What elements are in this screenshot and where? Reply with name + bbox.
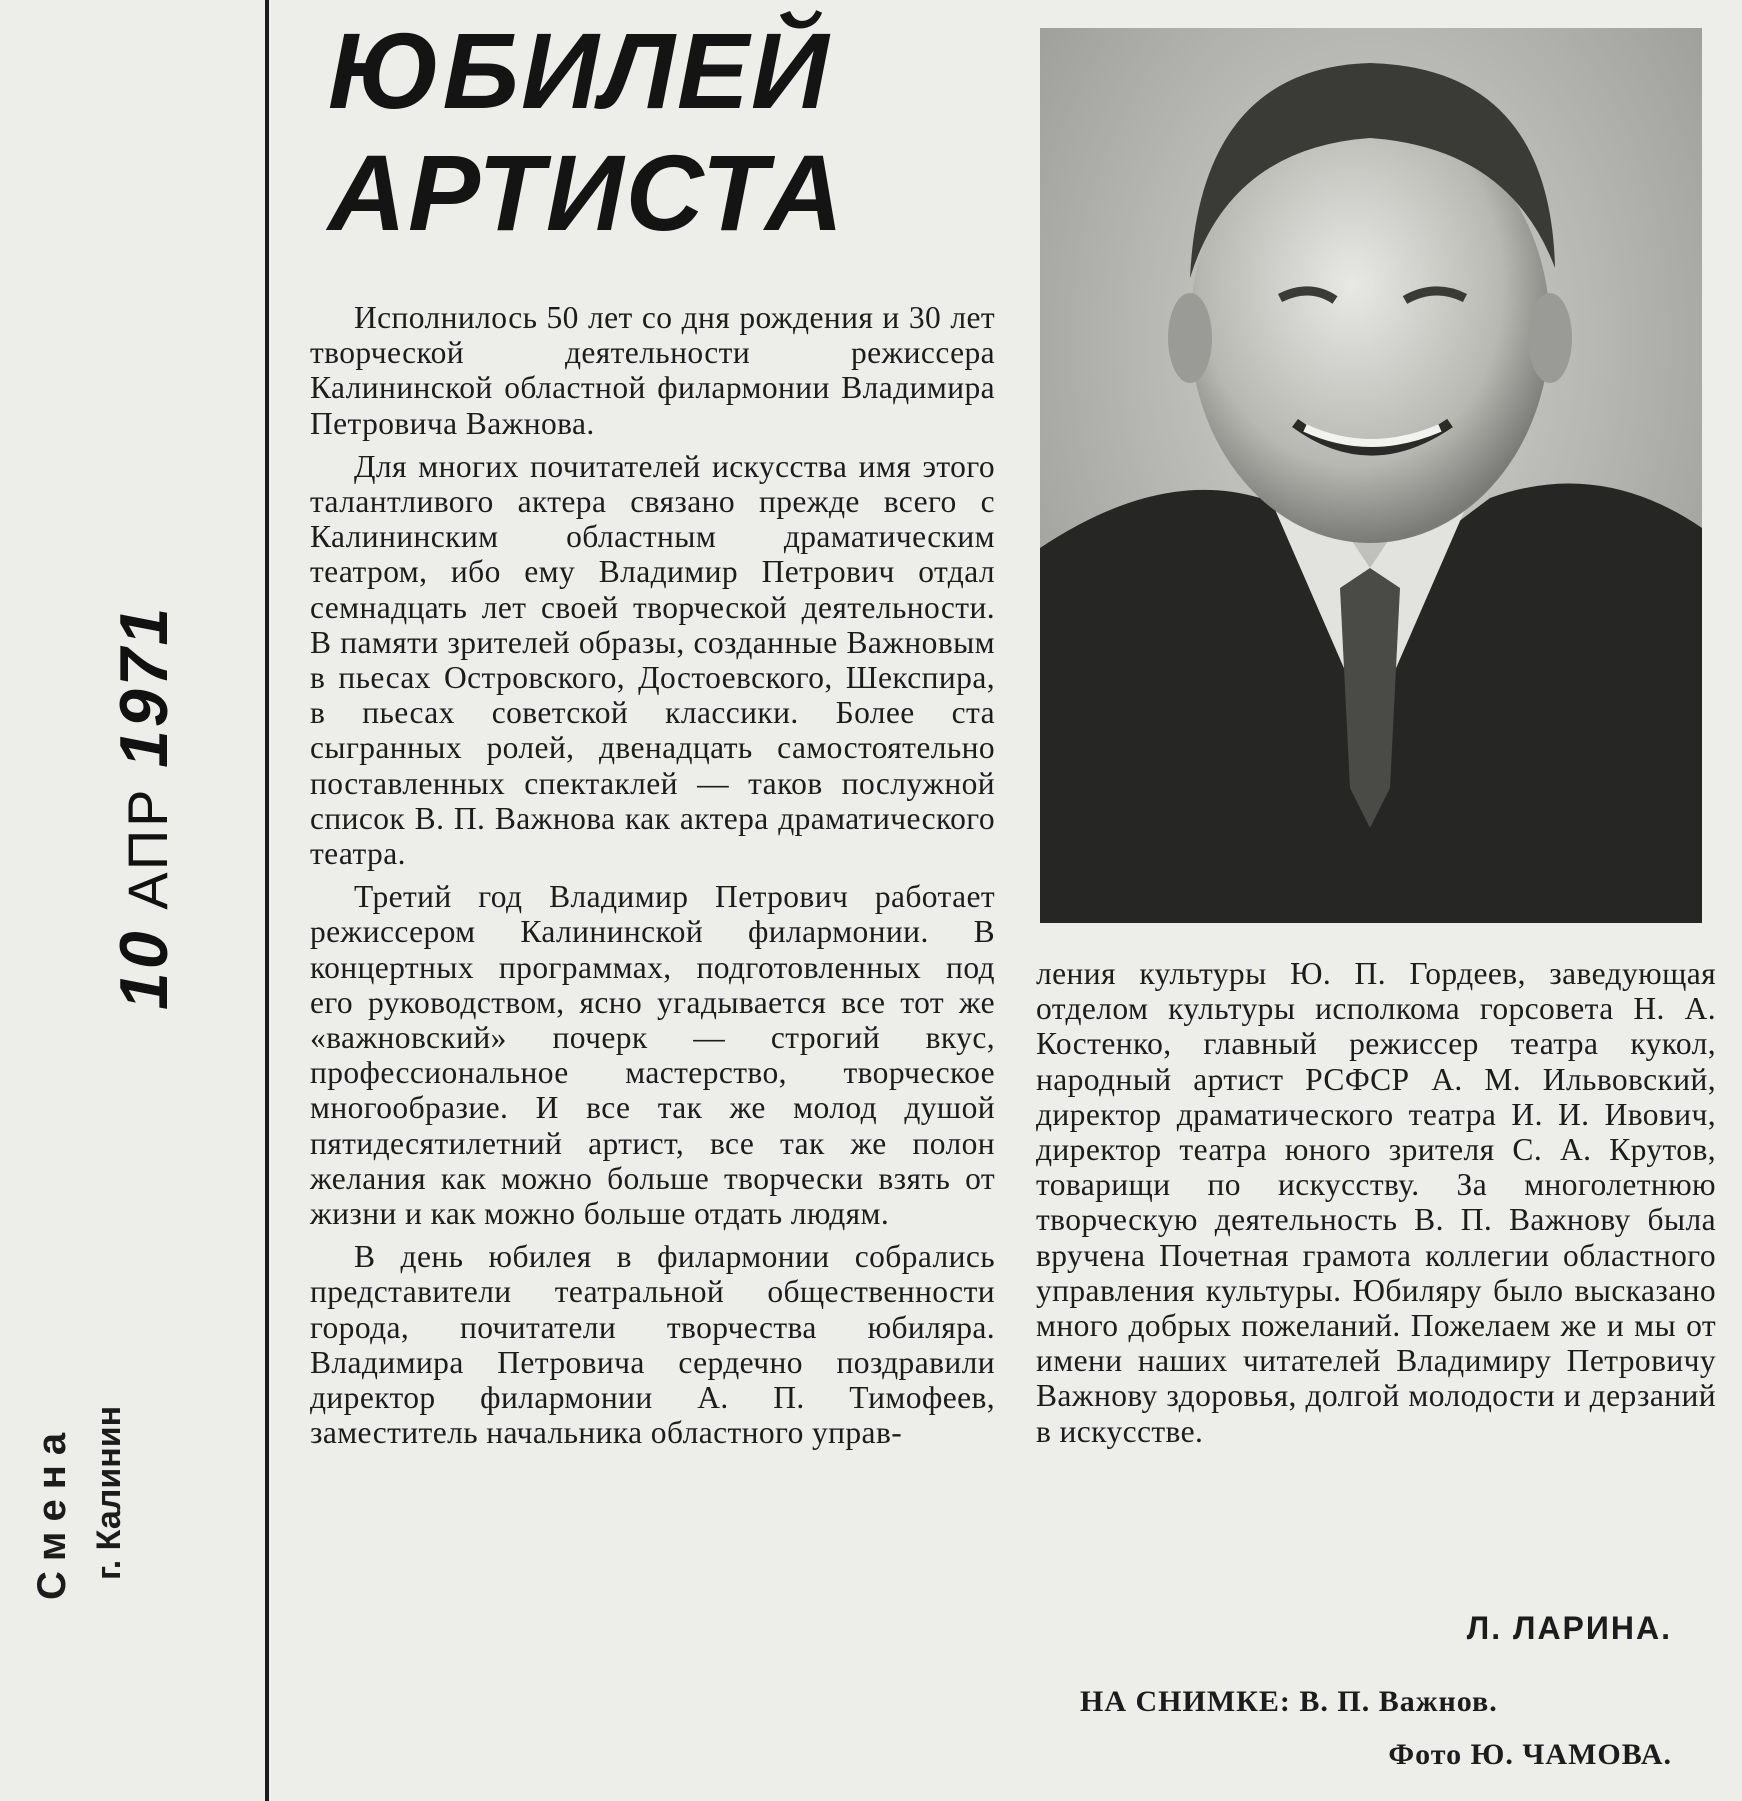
article-paragraph: Третий год Владимир Петрович работает режиссером Калининской филармонии. В концертных программах, подготовленных под его руководством, ясно угадывается все тот же «важновский» почерк — строгий вкус, профессиональное мастерство, творческое многообразие. И все так же молод душой пятидесятилетний артист, все так же полон желания как можно больше творчески взять от жизни и как можно больше отдать людям. — [310, 879, 995, 1232]
author-signature: Л. ЛАРИНА. — [1466, 1610, 1672, 1646]
photo-credit: Фото Ю. ЧАМОВА. — [1388, 1738, 1672, 1771]
article-column-right — [1036, 956, 1716, 1457]
portrait-photo — [1040, 28, 1702, 923]
article-paragraph: Исполнилось 50 лет со дня рождения и 30 лет творческой деятельности режиссера Калининской областной филармонии Владимира Петровича Важнова. — [310, 300, 995, 441]
article-paragraph: В день юбилея в филармонии собрались представители театральной общественности города, почитатели творчества юбиляра. Владимира Петровича сердечно поздравили директор филармонии А. П. Тимофеев, заместитель начальника областного управ- — [310, 1239, 995, 1451]
article-continuation: ления культуры Ю. П. Гордеев, заведующая отделом культуры исполкома горсовета Н. А. Костенко, главный режиссер театра кукол, народный артист РСФСР А. М. Ильвовский, директор драматического театра И. И. Ивович, директор театра юного зрителя С. А. Крутов, товарищи по искусству. За многолетнюю творческую деятельность В. П. Важнову была вручена Почетная грамота коллегии областного управления культуры. Юбиляру было высказано много добрых пожеланий. Пожелаем же и мы от имени наших читателей Владимиру Петровичу Важнову здоровья, долгой молодости и дерзаний в искусстве. — [1036, 956, 1716, 1449]
stamp-year: 1971 — [106, 604, 182, 768]
headline-line-1: ЮБИЛЕЙ — [328, 10, 831, 131]
headline-line-2: АРТИСТА — [328, 132, 846, 253]
newspaper-name: Смена — [30, 1422, 74, 1600]
portrait-image — [1040, 28, 1702, 923]
photo-caption: НА СНИМКЕ: В. П. Важнов. — [1080, 1685, 1498, 1718]
headline — [328, 10, 1028, 254]
stamp-month: АПР — [116, 786, 179, 910]
column-divider — [265, 0, 269, 1801]
stamp-day: 10 — [106, 928, 182, 1010]
date-stamp — [105, 605, 183, 1010]
article-paragraph: Для многих почитателей искусства имя этого талантливого актера связано прежде всего с Калининским областным драматическим театром, ибо ему Владимир Петрович отдал семнадцать лет своей творческой деятельности. В памяти зрителей образы, созданные Важновым в пьесах Островского, Достоевского, Шекспира, в пьесах советской классики. Более ста сыгранных ролей, двенадцать самостоятельно поставленных спектаклей — таков послужной список В. П. Важнова как актера драматического театра. — [310, 448, 995, 872]
article-column-left — [310, 300, 995, 1459]
newspaper-city: г. Калинин — [90, 1405, 128, 1580]
